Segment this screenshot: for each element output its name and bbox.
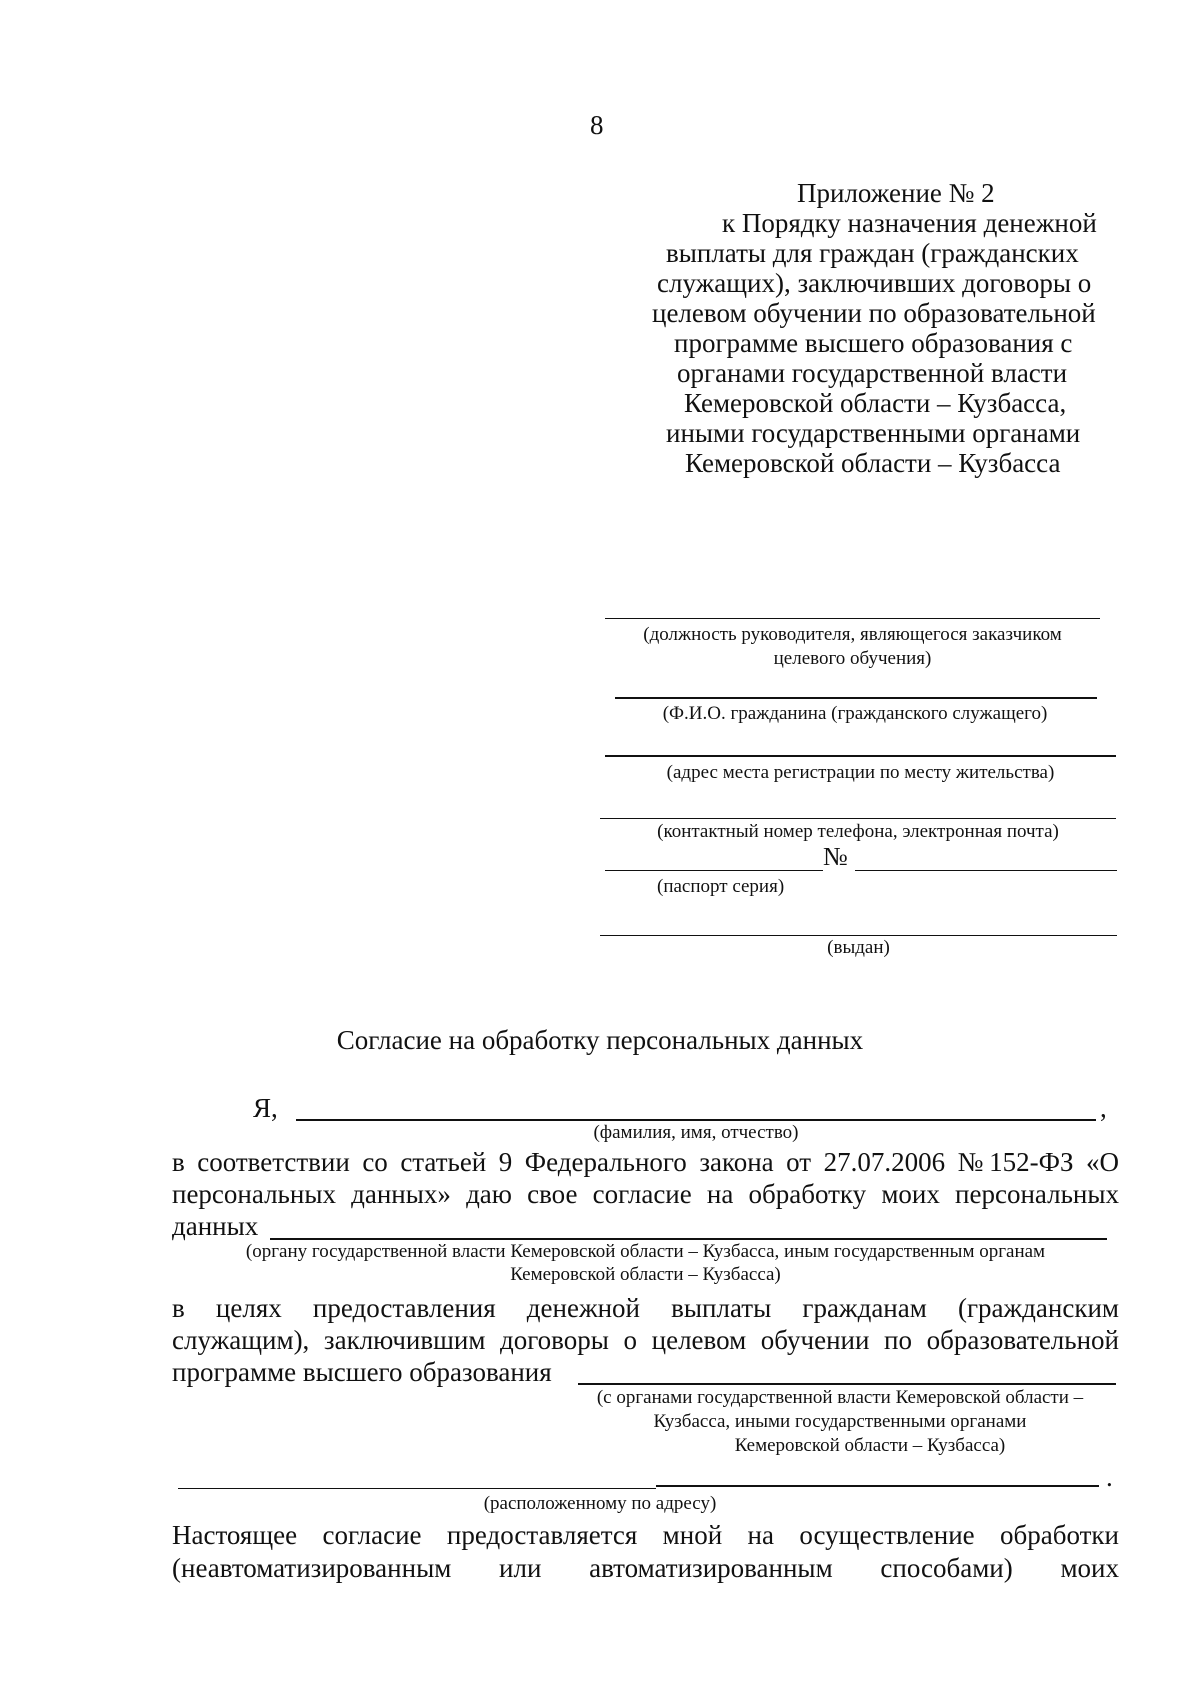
appendix-line: целевом обучении по образовательной — [652, 298, 1096, 328]
organ-caption-continued: Кемеровской области – Кузбасса) — [510, 1264, 781, 1285]
consent-paragraph-line: в соответствии со статьей 9 Федерального закона от 27.07.2006 №152-ФЗ «О — [172, 1147, 1119, 1177]
location-field-line-left[interactable] — [178, 1488, 656, 1489]
consent-paragraph-line: программе высшего образования — [172, 1357, 552, 1387]
location-caption: (расположенному по адресу) — [483, 1493, 717, 1514]
appendix-line: Кемеровской области – Кузбасса, — [684, 388, 1067, 418]
contact-field-line[interactable] — [600, 818, 1116, 819]
location-end-period: . — [1106, 1462, 1113, 1492]
consent-paragraph-line: в целях предоставления денежной выплаты гражданам (гражданским — [172, 1293, 1119, 1323]
appendix-line: Кемеровской области – Кузбасса — [685, 448, 1061, 478]
fio-field-line[interactable] — [615, 697, 1097, 699]
contact-caption: (контактный номер телефона, электронная почта) — [657, 821, 1059, 842]
appendix-line: иными государственными органами — [666, 418, 1081, 448]
consent-i-suffix: , — [1100, 1093, 1107, 1123]
issued-caption: (выдан) — [827, 937, 890, 958]
with-organs-caption: (с органами государственной власти Кемеровской области – — [596, 1387, 1084, 1408]
consent-paragraph-line: данных — [172, 1211, 259, 1241]
appendix-line: выплаты для граждан (гражданских — [666, 238, 1079, 268]
organ-field-line[interactable] — [270, 1238, 1107, 1240]
passport-series-field-line[interactable] — [605, 870, 823, 871]
appendix-line: служащих), заключивших договоры о — [657, 268, 1092, 298]
consent-i-prefix: Я, — [253, 1093, 278, 1123]
appendix-line: органами государственной власти — [677, 358, 1068, 388]
passport-number-field-line[interactable] — [855, 870, 1117, 871]
appendix-line: к Порядку назначения денежной — [722, 208, 1097, 238]
issued-field-line[interactable] — [600, 935, 1117, 936]
passport-caption: (паспорт серия) — [657, 876, 785, 897]
fio-caption: (Ф.И.О. гражданина (гражданского служащего) — [662, 703, 1048, 724]
appendix-line: Приложение № 2 — [797, 178, 995, 208]
with-organs-caption-continued: Кузбасса, иными государственными органами — [653, 1411, 1027, 1432]
address-caption: (адрес места регистрации по месту жительства) — [666, 762, 1055, 783]
position-caption-continued: целевого обучения) — [773, 648, 932, 669]
passport-number-sign: № — [823, 842, 848, 871]
consent-fio-caption: (фамилия, имя, отчество) — [593, 1122, 799, 1143]
position-caption: (должность руководителя, являющегося заказчиком — [643, 624, 1062, 645]
consent-paragraph-line: Настоящее согласие предоставляется мной на осуществление обработки — [172, 1520, 1119, 1550]
with-organs-field-line[interactable] — [578, 1383, 1116, 1385]
page-number: 8 — [590, 110, 604, 140]
consent-fio-field-line[interactable] — [296, 1119, 1096, 1121]
consent-paragraph-line: служащим), заключившим договоры о целевом обучении по образовательной — [172, 1325, 1119, 1355]
consent-paragraph-line: персональных данных» даю свое согласие на обработку моих персональных — [172, 1179, 1119, 1209]
position-field-line[interactable] — [605, 618, 1100, 619]
organ-caption: (органу государственной власти Кемеровской области – Кузбасса, иным государственным органам — [245, 1241, 1046, 1262]
location-field-line-right[interactable] — [656, 1485, 1099, 1487]
consent-title: Согласие на обработку персональных данных — [336, 1025, 864, 1055]
appendix-line: программе высшего образования с — [674, 328, 1073, 358]
address-field-line[interactable] — [605, 755, 1116, 757]
consent-paragraph-line: (неавтоматизированным или автоматизированным способами) моих — [172, 1553, 1119, 1583]
with-organs-caption-end: Кемеровской области – Кузбасса) — [734, 1435, 1006, 1456]
